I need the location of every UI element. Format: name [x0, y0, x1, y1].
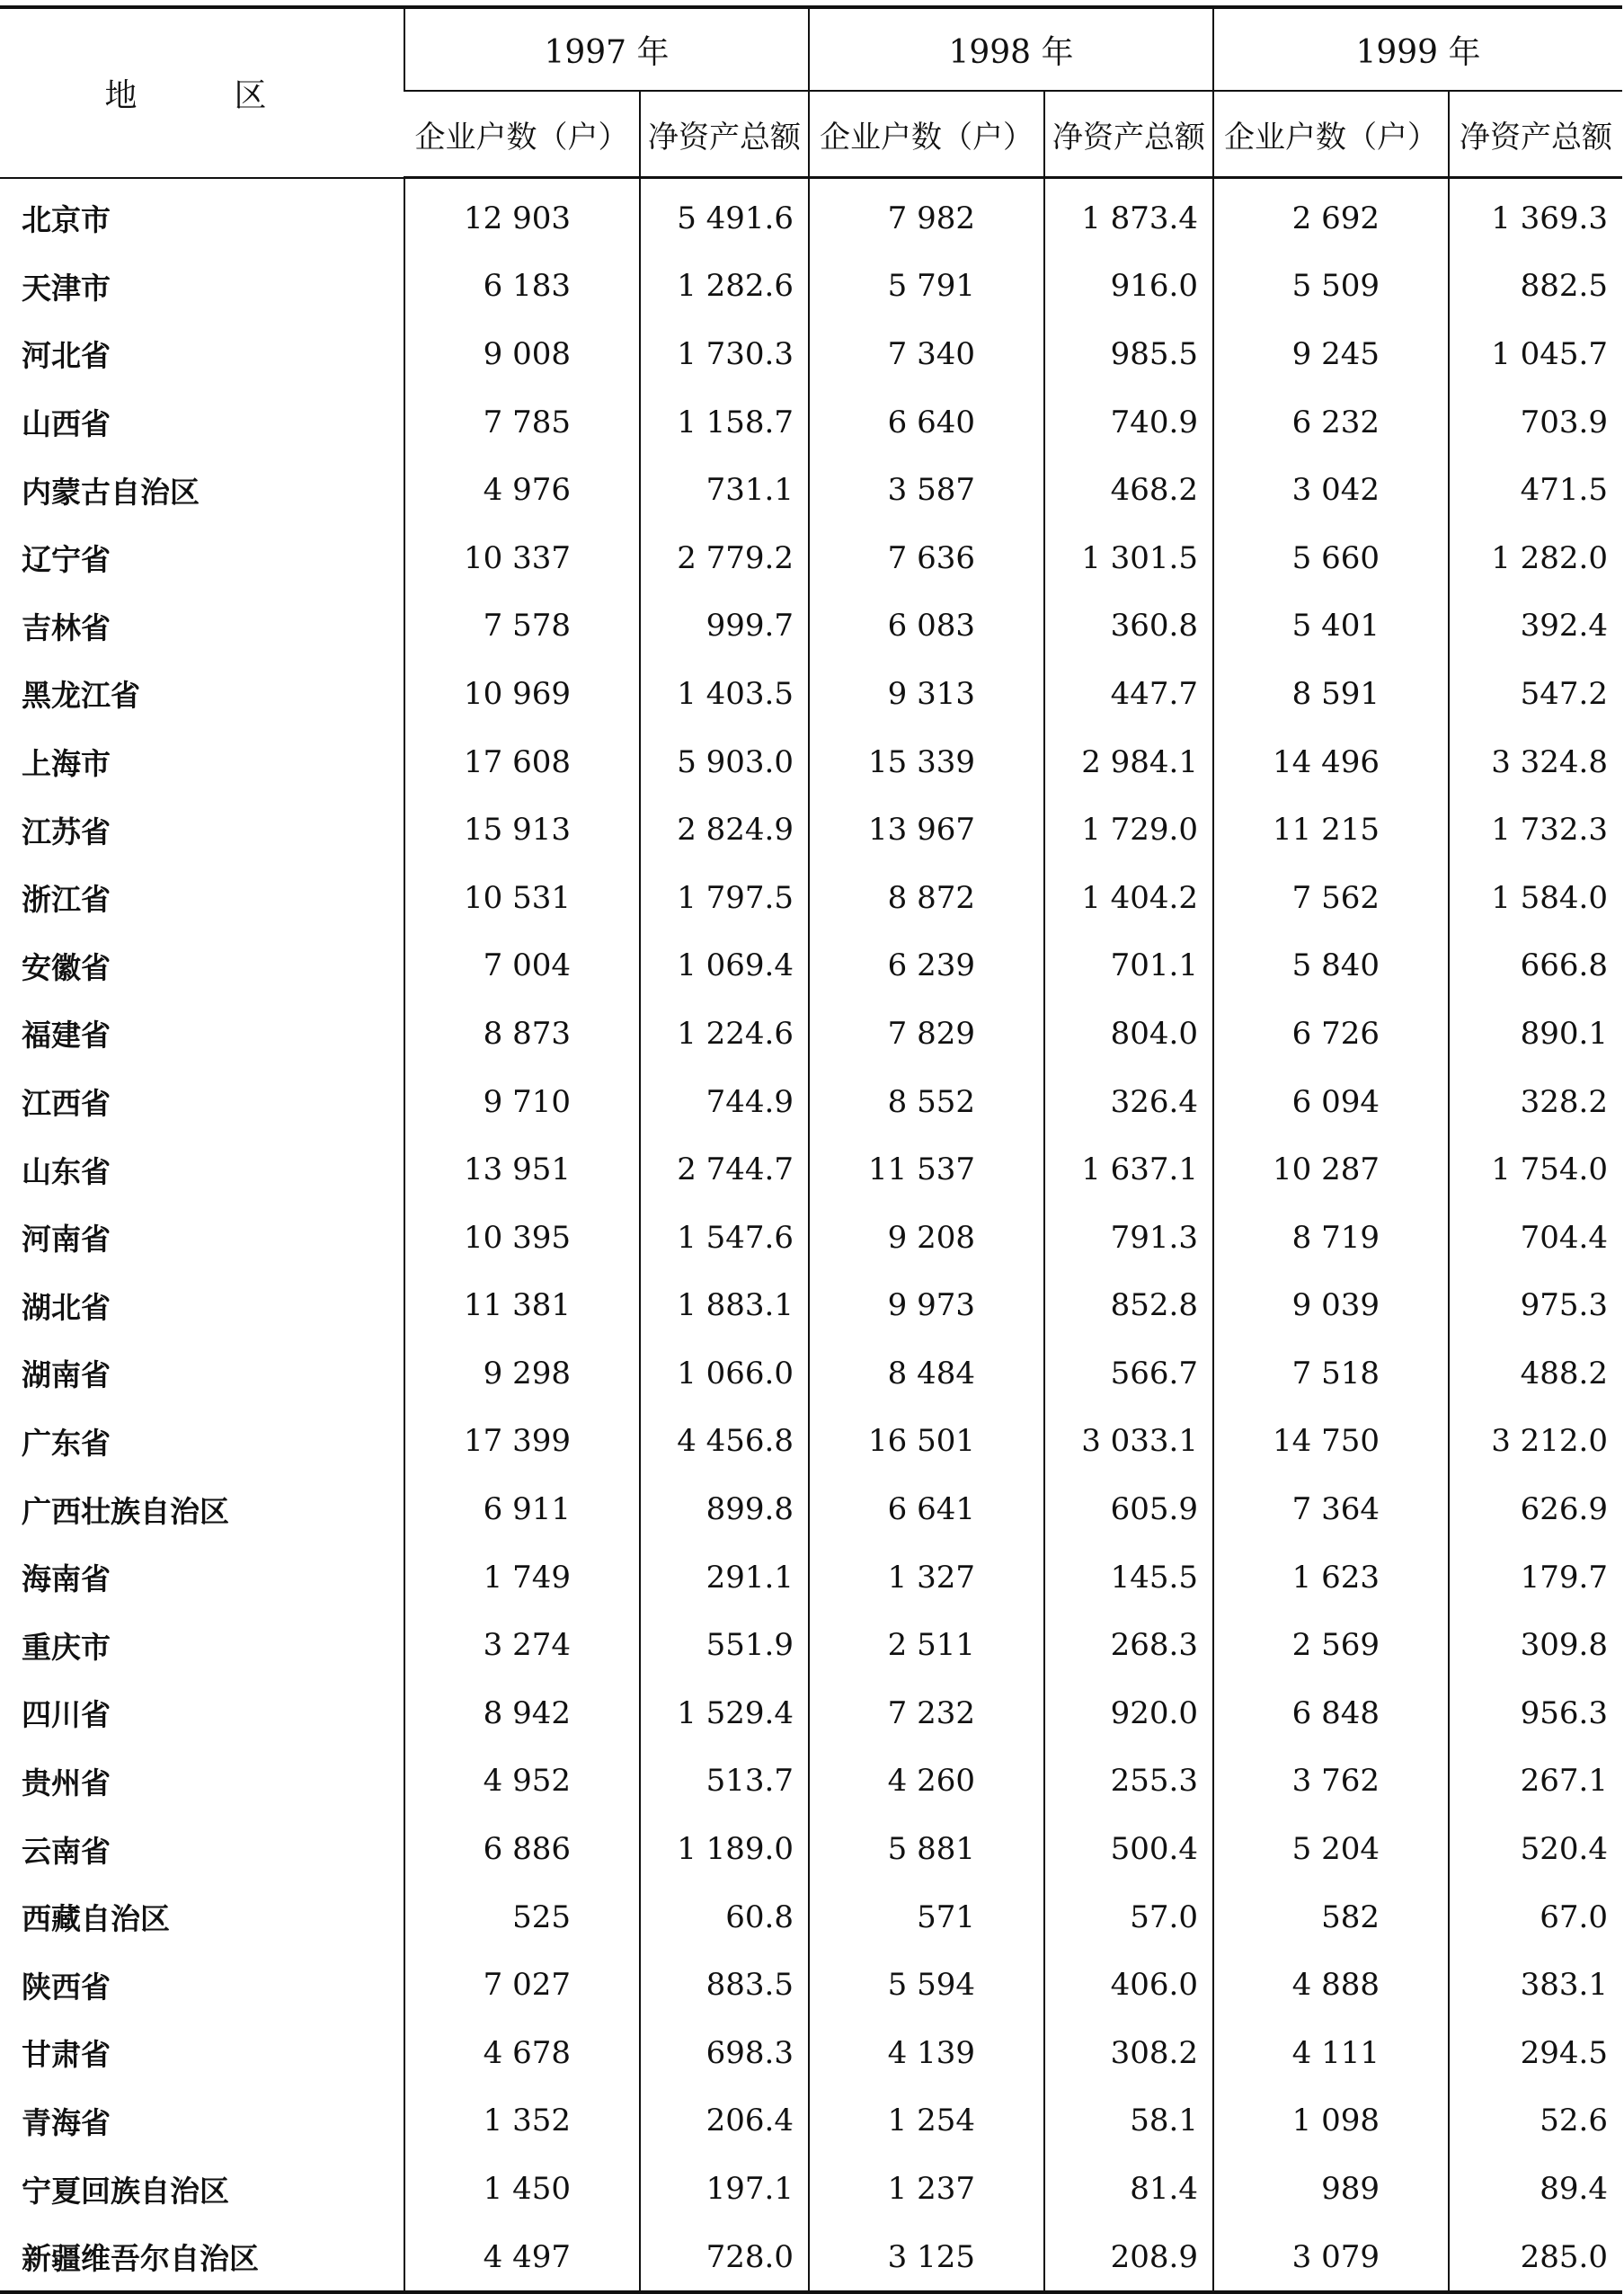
- enterprise-count-cell: 4 260: [809, 1747, 1044, 1816]
- year-header-row: [0, 7, 1622, 91]
- enterprise-count-cell: 5 791: [809, 253, 1044, 321]
- net-assets-cell: 5 903.0: [640, 728, 809, 796]
- net-assets-cell: 1 301.5: [1044, 524, 1213, 592]
- table-row: [0, 253, 1622, 321]
- region-cell: 甘肃省: [22, 2037, 111, 2073]
- table-row: [0, 728, 1622, 796]
- enterprise-count-cell: 6 726: [1213, 1000, 1449, 1068]
- net-assets-cell: 81.4: [1044, 2155, 1213, 2223]
- region-cell: 江西省: [22, 1086, 111, 1122]
- enterprise-count-cell: 8 591: [1213, 660, 1449, 728]
- enterprise-count-cell: 6 094: [1213, 1068, 1449, 1136]
- enterprise-count-cell: 1 327: [809, 1543, 1044, 1612]
- net-assets-cell: 1 282.6: [640, 253, 809, 321]
- enterprise-count-cell: 989: [1213, 2155, 1449, 2223]
- table-row: [0, 2155, 1622, 2223]
- table-row: [0, 1000, 1622, 1068]
- region-cell: 辽宁省: [22, 542, 111, 578]
- enterprise-count-cell: 1 352: [404, 2087, 640, 2156]
- net-assets-cell: 406.0: [1044, 1951, 1213, 2019]
- enterprise-count-cell: 6 911: [404, 1475, 640, 1543]
- net-assets-cell: 2 824.9: [640, 796, 809, 864]
- enterprise-count-cell: 10 395: [404, 1204, 640, 1272]
- enterprise-count-cell: 13 967: [809, 796, 1044, 864]
- enterprise-count-cell: 9 039: [1213, 1272, 1449, 1340]
- table-row: [0, 320, 1622, 388]
- net-assets-cell: 1 282.0: [1449, 524, 1622, 592]
- region-cell: 天津市: [22, 270, 111, 306]
- net-assets-cell: 67.0: [1449, 1883, 1622, 1952]
- table-row: [0, 1815, 1622, 1883]
- assets-column-header: 净资产总额: [640, 91, 809, 178]
- net-assets-cell: 471.5: [1449, 456, 1622, 524]
- enterprise-count-cell: 9 208: [809, 1204, 1044, 1272]
- table-row: [0, 1339, 1622, 1408]
- net-assets-cell: 744.9: [640, 1068, 809, 1136]
- enterprise-count-cell: 2 692: [1213, 178, 1449, 253]
- enterprise-count-cell: 7 518: [1213, 1339, 1449, 1408]
- net-assets-cell: 206.4: [640, 2087, 809, 2156]
- enterprise-count-cell: 3 274: [404, 1611, 640, 1679]
- enterprise-count-cell: 5 660: [1213, 524, 1449, 592]
- net-assets-cell: 3 212.0: [1449, 1408, 1622, 1476]
- year-header-1999: 1999 年: [1213, 7, 1622, 91]
- enterprise-count-cell: 7 027: [404, 1951, 640, 2019]
- region-column-header: 地 区: [0, 7, 404, 178]
- net-assets-cell: 1 732.3: [1449, 796, 1622, 864]
- enterprise-count-cell: 3 042: [1213, 456, 1449, 524]
- net-assets-cell: 89.4: [1449, 2155, 1622, 2223]
- net-assets-cell: 520.4: [1449, 1815, 1622, 1883]
- enterprise-count-cell: 3 587: [809, 456, 1044, 524]
- net-assets-cell: 2 984.1: [1044, 728, 1213, 796]
- net-assets-cell: 2 744.7: [640, 1135, 809, 1204]
- enterprise-count-cell: 5 840: [1213, 932, 1449, 1000]
- region-cell: 云南省: [22, 1833, 111, 1869]
- net-assets-cell: 52.6: [1449, 2087, 1622, 2156]
- net-assets-cell: 1 403.5: [640, 660, 809, 728]
- net-assets-cell: 1 066.0: [640, 1339, 809, 1408]
- enterprise-count-cell: 1 623: [1213, 1543, 1449, 1612]
- table-row: [0, 660, 1622, 728]
- table-row: [0, 932, 1622, 1000]
- table-row: [0, 2223, 1622, 2293]
- enterprise-count-cell: 14 496: [1213, 728, 1449, 796]
- enterprise-count-cell: 9 298: [404, 1339, 640, 1408]
- enterprise-count-cell: 6 239: [809, 932, 1044, 1000]
- enterprise-count-cell: 4 139: [809, 2019, 1044, 2087]
- net-assets-cell: 1 729.0: [1044, 796, 1213, 864]
- net-assets-cell: 701.1: [1044, 932, 1213, 1000]
- net-assets-cell: 3 324.8: [1449, 728, 1622, 796]
- net-assets-cell: 728.0: [640, 2223, 809, 2293]
- net-assets-cell: 1 369.3: [1449, 178, 1622, 253]
- enterprise-count-cell: 7 004: [404, 932, 640, 1000]
- net-assets-cell: 1 584.0: [1449, 864, 1622, 932]
- enterprise-count-cell: 6 886: [404, 1815, 640, 1883]
- net-assets-cell: 308.2: [1044, 2019, 1213, 2087]
- enterprise-count-cell: 3 125: [809, 2223, 1044, 2293]
- net-assets-cell: 179.7: [1449, 1543, 1622, 1612]
- net-assets-cell: 326.4: [1044, 1068, 1213, 1136]
- enterprise-count-cell: 4 111: [1213, 2019, 1449, 2087]
- enterprise-count-cell: 7 829: [809, 1000, 1044, 1068]
- net-assets-cell: 513.7: [640, 1747, 809, 1816]
- table-body: [0, 178, 1622, 2293]
- enterprise-count-cell: 10 531: [404, 864, 640, 932]
- enterprise-count-cell: 7 982: [809, 178, 1044, 253]
- net-assets-cell: 852.8: [1044, 1272, 1213, 1340]
- region-cell: 重庆市: [22, 1629, 111, 1665]
- table-row: [0, 1272, 1622, 1340]
- enterprise-count-cell: 7 232: [809, 1679, 1044, 1747]
- table-row: [0, 796, 1622, 864]
- table-row: [0, 1204, 1622, 1272]
- region-cell: 浙江省: [22, 882, 111, 918]
- enterprise-count-cell: 11 381: [404, 1272, 640, 1340]
- enterprise-count-cell: 15 339: [809, 728, 1044, 796]
- net-assets-cell: 1 529.4: [640, 1679, 809, 1747]
- net-assets-cell: 197.1: [640, 2155, 809, 2223]
- enterprise-count-cell: 5 594: [809, 1951, 1044, 2019]
- enterprise-count-cell: 1 450: [404, 2155, 640, 2223]
- net-assets-cell: 1 189.0: [640, 1815, 809, 1883]
- net-assets-cell: 291.1: [640, 1543, 809, 1612]
- enterprise-count-cell: 9 973: [809, 1272, 1044, 1340]
- table-row: [0, 1475, 1622, 1543]
- table-row: [0, 1068, 1622, 1136]
- net-assets-cell: 208.9: [1044, 2223, 1213, 2293]
- enterprise-count-cell: 9 245: [1213, 320, 1449, 388]
- count-column-header: 企业户数（户）: [809, 91, 1044, 178]
- net-assets-cell: 1 547.6: [640, 1204, 809, 1272]
- enterprise-count-cell: 17 608: [404, 728, 640, 796]
- net-assets-cell: 985.5: [1044, 320, 1213, 388]
- enterprise-count-cell: 2 569: [1213, 1611, 1449, 1679]
- enterprise-count-cell: 15 913: [404, 796, 640, 864]
- net-assets-cell: 500.4: [1044, 1815, 1213, 1883]
- net-assets-cell: 975.3: [1449, 1272, 1622, 1340]
- net-assets-cell: 447.7: [1044, 660, 1213, 728]
- table-row: [0, 1408, 1622, 1476]
- net-assets-cell: 58.1: [1044, 2087, 1213, 2156]
- net-assets-cell: 666.8: [1449, 932, 1622, 1000]
- enterprise-count-cell: 13 951: [404, 1135, 640, 1204]
- enterprise-count-cell: 9 008: [404, 320, 640, 388]
- net-assets-cell: 328.2: [1449, 1068, 1622, 1136]
- net-assets-cell: 1 637.1: [1044, 1135, 1213, 1204]
- enterprise-count-cell: 7 785: [404, 388, 640, 457]
- net-assets-cell: 1 754.0: [1449, 1135, 1622, 1204]
- enterprise-count-cell: 8 942: [404, 1679, 640, 1747]
- net-assets-cell: 1 045.7: [1449, 320, 1622, 388]
- enterprise-count-cell: 5 509: [1213, 253, 1449, 321]
- region-cell: 广东省: [22, 1425, 111, 1461]
- enterprise-count-cell: 3 079: [1213, 2223, 1449, 2293]
- enterprise-count-cell: 8 872: [809, 864, 1044, 932]
- net-assets-cell: 60.8: [640, 1883, 809, 1952]
- net-assets-cell: 255.3: [1044, 1747, 1213, 1816]
- region-cell: 新疆维吾尔自治区: [0, 2223, 404, 2293]
- net-assets-cell: 605.9: [1044, 1475, 1213, 1543]
- net-assets-cell: 4 456.8: [640, 1408, 809, 1476]
- table-header: [0, 7, 1622, 178]
- region-cell: 湖南省: [22, 1357, 111, 1393]
- net-assets-cell: 1 224.6: [640, 1000, 809, 1068]
- table-row: [0, 592, 1622, 661]
- table-row: [0, 1747, 1622, 1816]
- assets-column-header: 净资产总额: [1449, 91, 1622, 178]
- enterprise-count-cell: 1 254: [809, 2087, 1044, 2156]
- region-cell: 北京市: [22, 202, 111, 238]
- net-assets-cell: 698.3: [640, 2019, 809, 2087]
- net-assets-cell: 268.3: [1044, 1611, 1213, 1679]
- table-row: [0, 388, 1622, 457]
- net-assets-cell: 383.1: [1449, 1951, 1622, 2019]
- net-assets-cell: 704.4: [1449, 1204, 1622, 1272]
- net-assets-cell: 890.1: [1449, 1000, 1622, 1068]
- table-row: [0, 1679, 1622, 1747]
- enterprise-count-cell: 8 719: [1213, 1204, 1449, 1272]
- enterprise-count-cell: 1 098: [1213, 2087, 1449, 2156]
- enterprise-count-cell: 10 969: [404, 660, 640, 728]
- net-assets-cell: 488.2: [1449, 1339, 1622, 1408]
- net-assets-cell: 1 797.5: [640, 864, 809, 932]
- enterprise-count-cell: 9 313: [809, 660, 1044, 728]
- net-assets-cell: 392.4: [1449, 592, 1622, 661]
- net-assets-cell: 267.1: [1449, 1747, 1622, 1816]
- net-assets-cell: 285.0: [1449, 2223, 1622, 2293]
- net-assets-cell: 1 404.2: [1044, 864, 1213, 932]
- region-cell: 广西壮族自治区: [22, 1493, 229, 1529]
- net-assets-cell: 5 491.6: [640, 178, 809, 253]
- enterprise-count-cell: 4 976: [404, 456, 640, 524]
- net-assets-cell: 551.9: [640, 1611, 809, 1679]
- region-cell: 四川省: [22, 1697, 111, 1733]
- enterprise-count-cell: 7 636: [809, 524, 1044, 592]
- net-assets-cell: 956.3: [1449, 1679, 1622, 1747]
- net-assets-cell: 468.2: [1044, 456, 1213, 524]
- enterprise-count-cell: 4 497: [404, 2223, 640, 2293]
- enterprise-count-cell: 12 903: [404, 178, 640, 253]
- enterprise-count-cell: 14 750: [1213, 1408, 1449, 1476]
- enterprise-count-cell: 6 183: [404, 253, 640, 321]
- enterprise-count-cell: 5 881: [809, 1815, 1044, 1883]
- net-assets-cell: 999.7: [640, 592, 809, 661]
- enterprise-count-cell: 582: [1213, 1883, 1449, 1952]
- region-cell: 陕西省: [22, 1969, 111, 2005]
- table-row: [0, 2019, 1622, 2087]
- net-assets-cell: 360.8: [1044, 592, 1213, 661]
- region-cell: 山东省: [22, 1153, 111, 1189]
- table-row: [0, 2087, 1622, 2156]
- table-row: [0, 1135, 1622, 1204]
- table-row: [0, 864, 1622, 932]
- enterprise-count-cell: 5 401: [1213, 592, 1449, 661]
- region-cell: 海南省: [22, 1561, 111, 1597]
- region-cell: 湖北省: [22, 1289, 111, 1325]
- enterprise-count-cell: 2 511: [809, 1611, 1044, 1679]
- region-cell: 山西省: [22, 406, 111, 442]
- enterprise-stats-table: [0, 5, 1622, 2294]
- enterprise-count-cell: 7 562: [1213, 864, 1449, 932]
- region-cell: 江苏省: [22, 814, 111, 849]
- table-row: [0, 524, 1622, 592]
- net-assets-cell: 1 158.7: [640, 388, 809, 457]
- enterprise-count-cell: 6 232: [1213, 388, 1449, 457]
- enterprise-count-cell: 11 215: [1213, 796, 1449, 864]
- net-assets-cell: 703.9: [1449, 388, 1622, 457]
- net-assets-cell: 626.9: [1449, 1475, 1622, 1543]
- region-cell: 河北省: [22, 338, 111, 374]
- enterprise-count-cell: 1 749: [404, 1543, 640, 1612]
- region-cell: 安徽省: [22, 949, 111, 985]
- enterprise-count-cell: 10 287: [1213, 1135, 1449, 1204]
- table-row: [0, 178, 1622, 253]
- count-column-header: 企业户数（户）: [404, 91, 640, 178]
- enterprise-count-cell: 11 537: [809, 1135, 1044, 1204]
- net-assets-cell: 547.2: [1449, 660, 1622, 728]
- enterprise-count-cell: 5 204: [1213, 1815, 1449, 1883]
- enterprise-count-cell: 8 552: [809, 1068, 1044, 1136]
- enterprise-count-cell: 6 083: [809, 592, 1044, 661]
- assets-column-header: 净资产总额: [1044, 91, 1213, 178]
- enterprise-count-cell: 4 952: [404, 1747, 640, 1816]
- region-cell: 河南省: [22, 1222, 111, 1258]
- enterprise-count-cell: 1 237: [809, 2155, 1044, 2223]
- net-assets-cell: 294.5: [1449, 2019, 1622, 2087]
- net-assets-cell: 804.0: [1044, 1000, 1213, 1068]
- table-row: [0, 1543, 1622, 1612]
- net-assets-cell: 883.5: [640, 1951, 809, 2019]
- net-assets-cell: 2 779.2: [640, 524, 809, 592]
- enterprise-count-cell: 17 399: [404, 1408, 640, 1476]
- net-assets-cell: 1 883.1: [640, 1272, 809, 1340]
- table-row: [0, 1611, 1622, 1679]
- net-assets-cell: 145.5: [1044, 1543, 1213, 1612]
- net-assets-cell: 899.8: [640, 1475, 809, 1543]
- enterprise-count-cell: 4 678: [404, 2019, 640, 2087]
- net-assets-cell: 309.8: [1449, 1611, 1622, 1679]
- table-row: [0, 456, 1622, 524]
- net-assets-cell: 566.7: [1044, 1339, 1213, 1408]
- enterprise-count-cell: 3 762: [1213, 1747, 1449, 1816]
- enterprise-count-cell: 8 484: [809, 1339, 1044, 1408]
- net-assets-cell: 916.0: [1044, 253, 1213, 321]
- table-row: [0, 1883, 1622, 1952]
- year-header-1997: 1997 年: [404, 7, 809, 91]
- enterprise-count-cell: 9 710: [404, 1068, 640, 1136]
- net-assets-cell: 740.9: [1044, 388, 1213, 457]
- net-assets-cell: 57.0: [1044, 1883, 1213, 1952]
- region-cell: 黑龙江省: [22, 678, 140, 714]
- net-assets-cell: 920.0: [1044, 1679, 1213, 1747]
- enterprise-count-cell: 6 848: [1213, 1679, 1449, 1747]
- net-assets-cell: 1 730.3: [640, 320, 809, 388]
- net-assets-cell: 882.5: [1449, 253, 1622, 321]
- region-cell: 福建省: [22, 1018, 111, 1054]
- enterprise-count-cell: 571: [809, 1883, 1044, 1952]
- net-assets-cell: 1 873.4: [1044, 178, 1213, 253]
- net-assets-cell: 731.1: [640, 456, 809, 524]
- region-cell: 内蒙古自治区: [22, 474, 200, 510]
- table-row: [0, 1951, 1622, 2019]
- enterprise-count-cell: 4 888: [1213, 1951, 1449, 2019]
- net-assets-cell: 1 069.4: [640, 932, 809, 1000]
- region-cell: 青海省: [22, 2104, 111, 2140]
- count-column-header: 企业户数（户）: [1213, 91, 1449, 178]
- enterprise-count-cell: 16 501: [809, 1408, 1044, 1476]
- region-cell: 宁夏回族自治区: [22, 2173, 229, 2209]
- enterprise-count-cell: 7 364: [1213, 1475, 1449, 1543]
- enterprise-count-cell: 10 337: [404, 524, 640, 592]
- net-assets-cell: 3 033.1: [1044, 1408, 1213, 1476]
- region-cell: 上海市: [22, 746, 111, 782]
- enterprise-count-cell: 6 640: [809, 388, 1044, 457]
- region-cell: 贵州省: [22, 1765, 111, 1801]
- enterprise-count-cell: 7 340: [809, 320, 1044, 388]
- enterprise-count-cell: 6 641: [809, 1475, 1044, 1543]
- enterprise-count-cell: 525: [404, 1883, 640, 1952]
- year-header-1998: 1998 年: [809, 7, 1213, 91]
- enterprise-count-cell: 7 578: [404, 592, 640, 661]
- region-cell: 吉林省: [22, 609, 111, 645]
- region-cell: 西藏自治区: [22, 1901, 170, 1937]
- enterprise-count-cell: 8 873: [404, 1000, 640, 1068]
- net-assets-cell: 791.3: [1044, 1204, 1213, 1272]
